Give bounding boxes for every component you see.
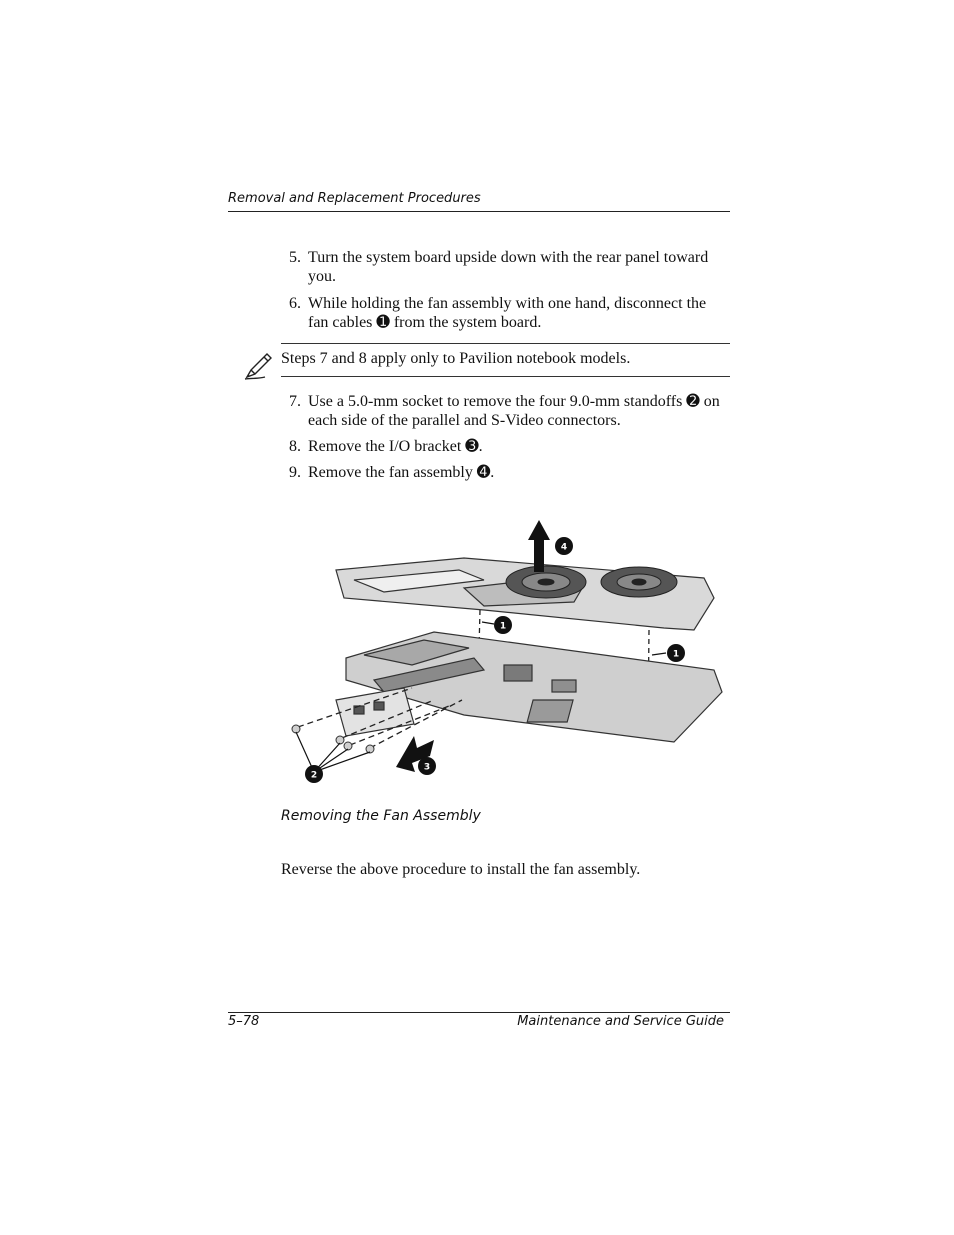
step-number: 8. bbox=[289, 438, 301, 455]
fan-right bbox=[601, 567, 677, 597]
step-number: 9. bbox=[289, 464, 301, 481]
step-number: 6. bbox=[289, 295, 301, 312]
note-rule-bottom bbox=[281, 376, 730, 377]
step-8 bbox=[289, 437, 729, 456]
step-text: Use a 5.0-mm socket to remove the four 9.0-mm standoffs ➋ on each side of the parallel and S-Video connectors. bbox=[308, 393, 720, 429]
step-text: Turn the system board upside down with the rear panel toward you. bbox=[308, 249, 709, 285]
step-7 bbox=[289, 392, 729, 430]
svg-text:2: 2 bbox=[310, 770, 318, 781]
callout-3 bbox=[418, 757, 436, 775]
fan-left bbox=[506, 566, 586, 598]
page-number: 5–78 bbox=[228, 1014, 260, 1029]
callout-4 bbox=[555, 537, 573, 555]
step-5 bbox=[289, 248, 729, 286]
step-text: Remove the fan assembly ➍. bbox=[308, 464, 495, 481]
fan-assembly-illustration bbox=[284, 510, 724, 795]
svg-text:3: 3 bbox=[423, 762, 431, 773]
pencil-note-icon bbox=[243, 351, 275, 381]
step-text: Remove the I/O bracket ➌. bbox=[308, 438, 483, 455]
io-bracket bbox=[336, 688, 414, 736]
svg-text:4: 4 bbox=[560, 542, 568, 553]
closing-instruction: Reverse the above procedure to install the fan assembly. bbox=[281, 861, 641, 878]
step-number: 5. bbox=[289, 249, 301, 266]
svg-text:1: 1 bbox=[672, 649, 680, 660]
running-header: Removal and Replacement Procedures bbox=[228, 191, 481, 206]
step-number: 7. bbox=[289, 393, 301, 410]
note-rule-top bbox=[281, 343, 730, 344]
callout-2 bbox=[305, 765, 323, 783]
step-6 bbox=[289, 294, 729, 332]
footer-rule bbox=[228, 1012, 730, 1013]
callout-1-right bbox=[667, 644, 685, 662]
step-text: While holding the fan assembly with one hand, disconnect the fan cables ➊ from the system board. bbox=[308, 295, 707, 331]
figure-caption: Removing the Fan Assembly bbox=[281, 808, 481, 824]
note-text: Steps 7 and 8 apply only to Pavilion notebook models. bbox=[281, 350, 631, 367]
header-rule bbox=[228, 211, 730, 212]
step-9 bbox=[289, 463, 729, 482]
callout-1-left bbox=[494, 616, 512, 634]
svg-text:1: 1 bbox=[499, 621, 507, 632]
guide-title: Maintenance and Service Guide bbox=[517, 1014, 724, 1029]
